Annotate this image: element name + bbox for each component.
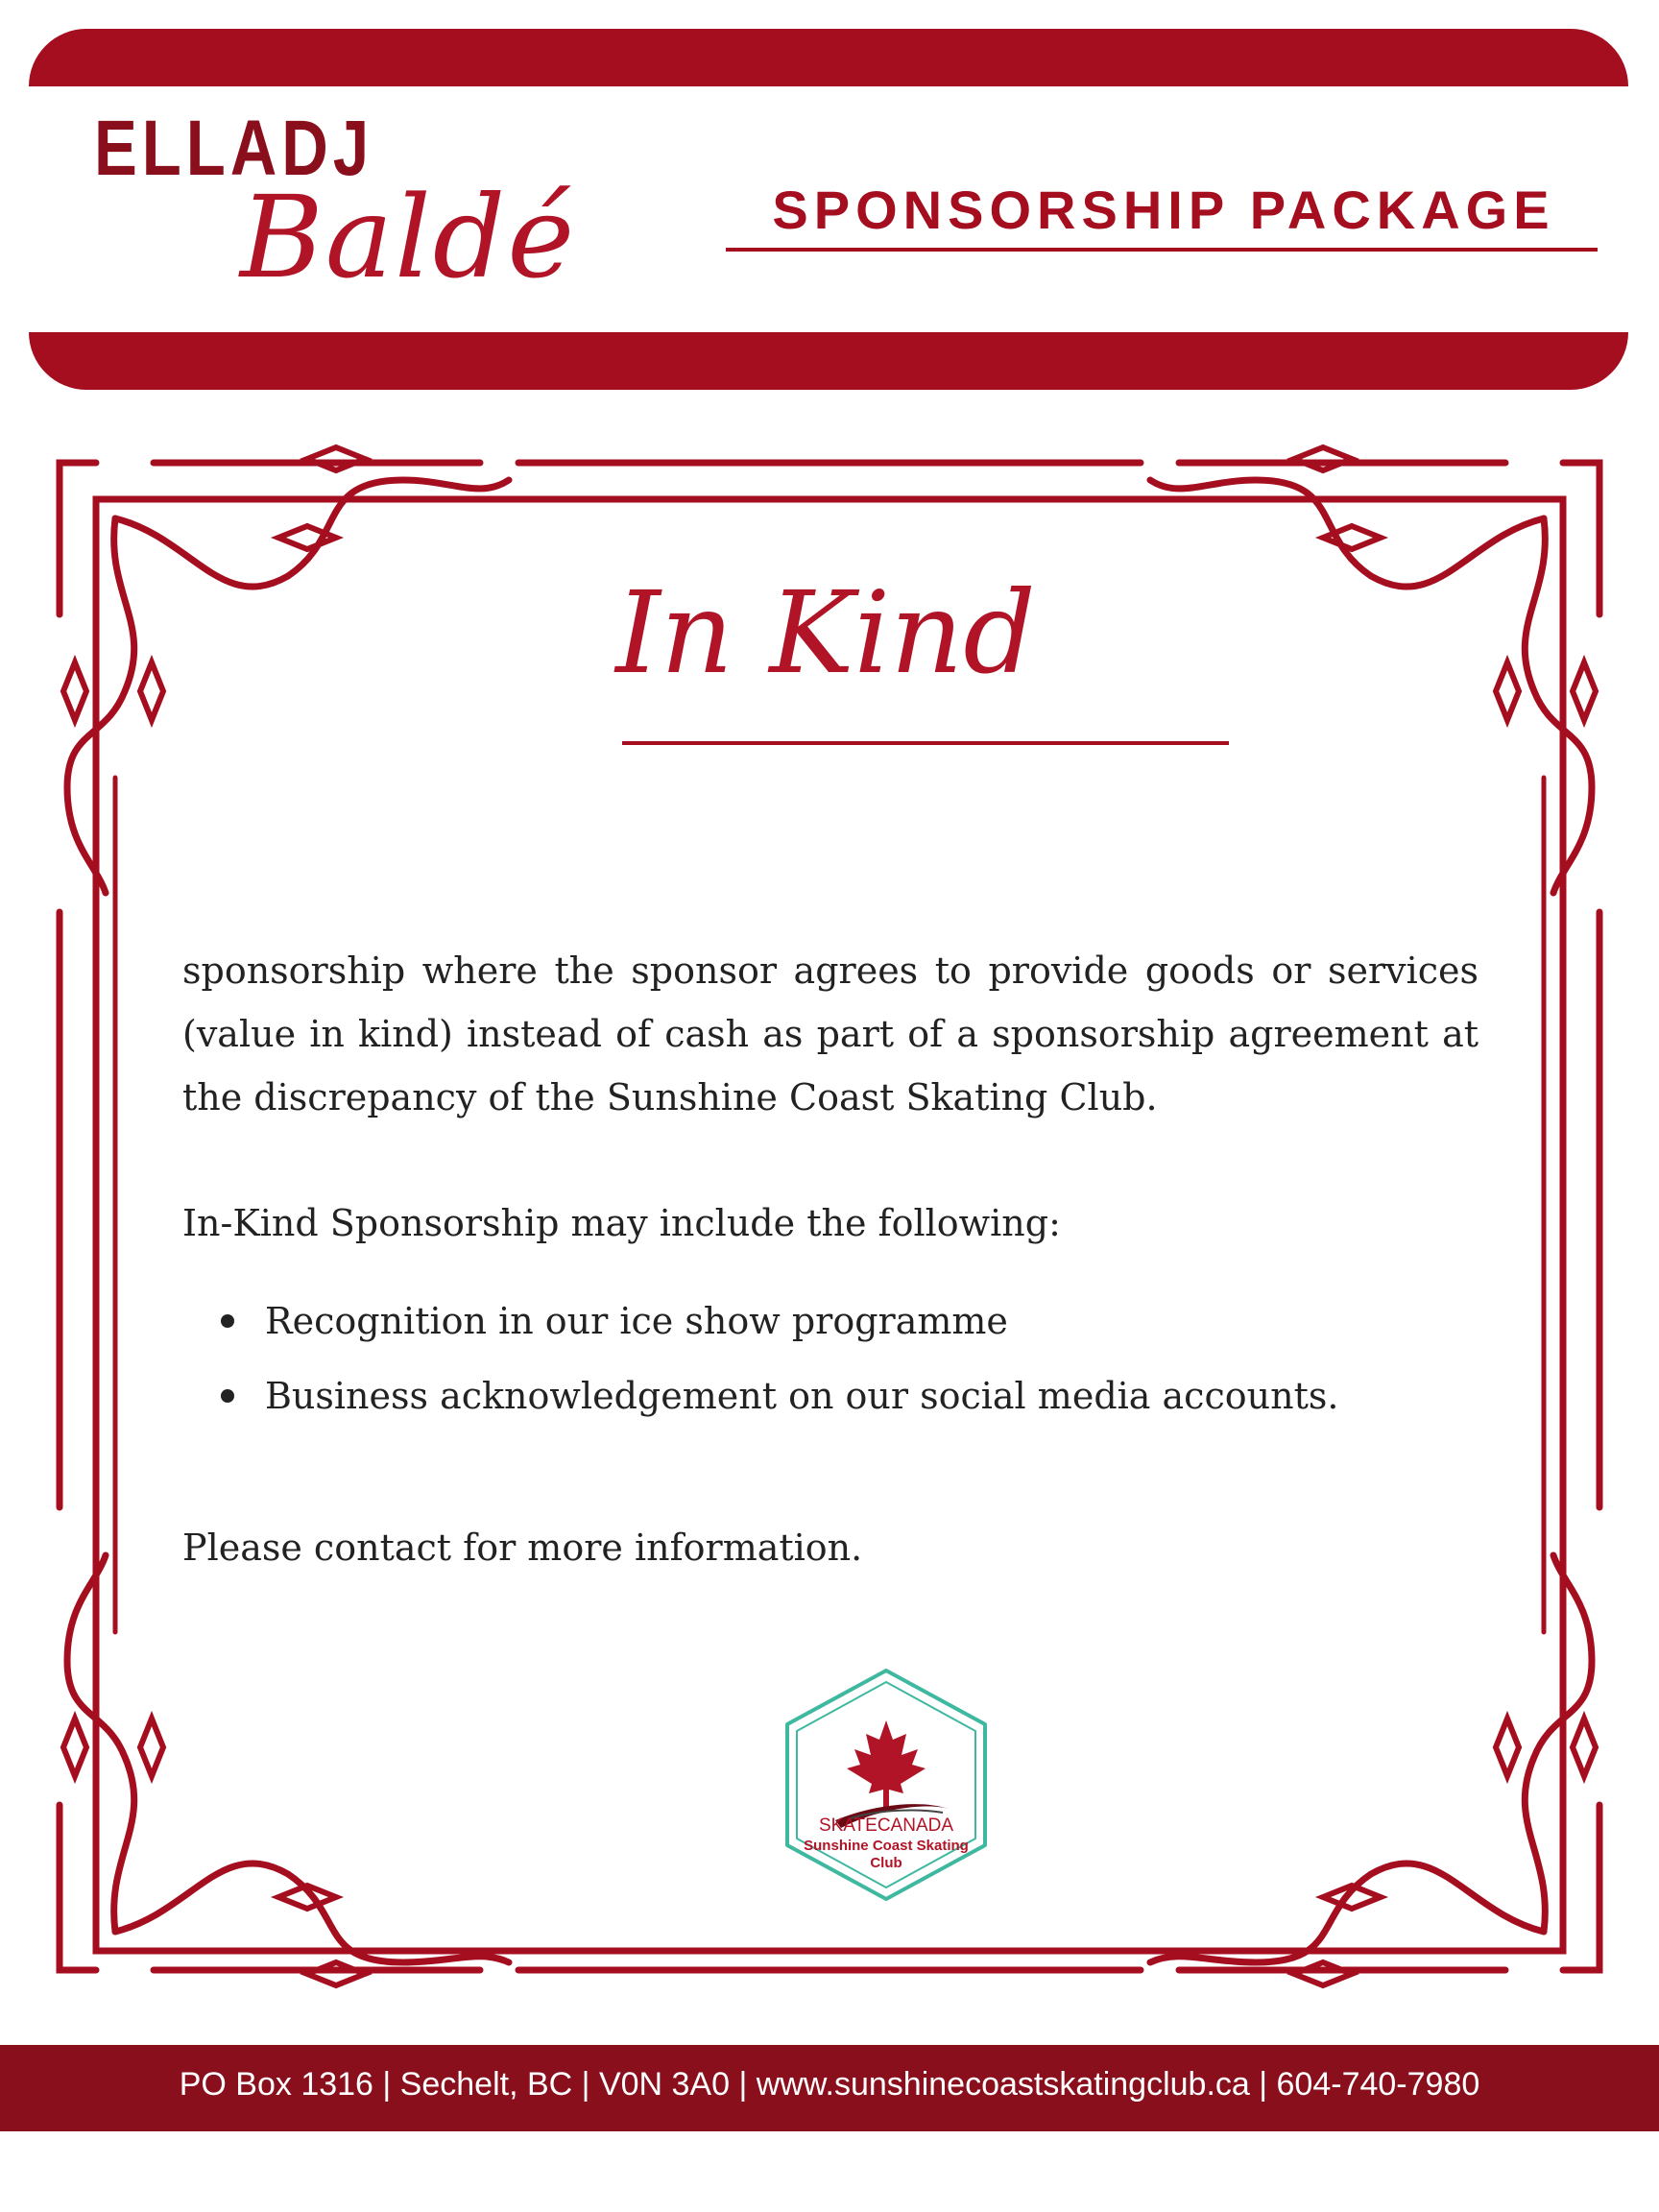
badge-brand-text: SKATECANADA [818,1815,954,1836]
section-title: In Kind [615,566,1036,699]
includes-intro: In-Kind Sponsorship may include the following: [182,1202,1061,1244]
list-item [221,1371,1469,1421]
list-item [221,1296,1469,1346]
bullet-icon [221,1314,234,1328]
list-item-text: Recognition in our ice show programme [265,1300,1008,1342]
brand-name-second: Baldé [240,171,577,303]
footer-contact: PO Box 1316 | Sechelt, BC | V0N 3A0 | www.sunshinecoastskatingclub.ca | 604-740-7980 [179,2066,1480,2103]
section-title-underline [622,741,1229,745]
benefits-list [221,1296,1469,1446]
brand-name-first: ELLADJ [94,105,374,192]
package-title: SPONSORSHIP PACKAGE [772,180,1555,240]
contact-note: Please contact for more information. [182,1527,863,1569]
description-paragraph: sponsorship where the sponsor agrees to provide goods or services (value in kind) instead of cash as part of a sponsorship agreement at the discrepancy of the Sunshine Coast Skating Club. [182,950,1479,1118]
badge-club-text: Sunshine Coast Skating Club [804,1838,969,1871]
list-item-text: Business acknowledgement on our social media accounts. [265,1375,1339,1417]
bullet-icon [221,1389,234,1403]
